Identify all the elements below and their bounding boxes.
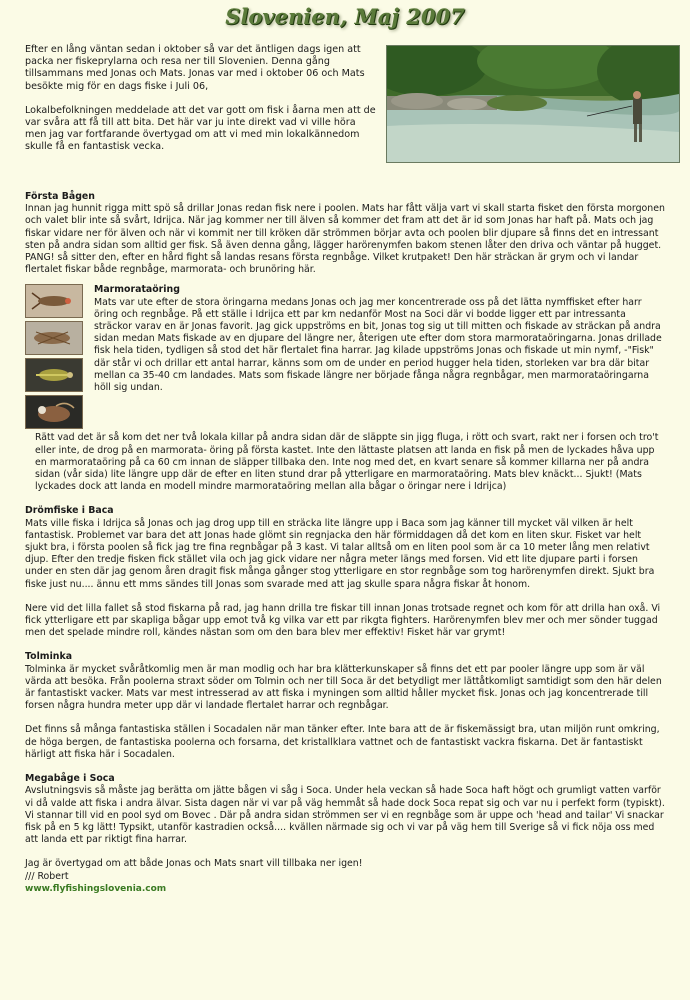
section-heading-tolminka: Tolminka bbox=[25, 651, 73, 663]
closing-text: Jag är övertygad om att både Jonas och Mats snart vill tillbaka ner igen! bbox=[25, 858, 363, 870]
fly-images bbox=[25, 284, 83, 432]
marmorata-text bbox=[94, 284, 664, 394]
section-text-forsta: Innan jag hunnit rigga mitt spö så drillar Jonas redan fisk nere i poolen. Mats har fått välja vart vi skall starta fisket den första morgonen och valet blir inte så svårt, Idrijca. När jag kommer ner till älven så kommer det fram att det är id som Jonas har haft på. Mats och jag fiskar vidare ner för älven och när vi kommit ner till kröken där strömmen börjar avta och poolen blir djupare så finns det en intressant sten på andra sidan som alltid ger fisk. Så även denna gång, lägger harörenymfen bakom stenen låter den driva och väntar på hugget. PANG! så sitter den, efter en hård fight så landas resans första regnbåge. Vilket krutpaket! Den här sträckan är grym och vi landar flertalet fiskar både regnbåge, marmorata- och brunöring här. bbox=[25, 203, 665, 276]
fly-image-3 bbox=[25, 358, 83, 392]
section-heading-marmo: Marmorataöring bbox=[94, 284, 180, 296]
section-text-baca: Mats ville fiska i Idrijca så Jonas och jag drog upp till en sträcka lite längre upp i Baca som jag känner till mycket väl vilken är helt fantastisk. Problemet var bara det att Jonas hade glömt sin regnjacka den här förmiddagen då det kom en liten skur. Fisket var helt sjukt bra, i första poolen så fick jag tre fina regnbågar på 3 kast. Vi talar alltså om en liten pool som är ca 10 meter lång men relativt djup. Efter den tredje fisken fick stället vila och jag gick vidare ner några meter längs med forsen. Vid ett lite djupare parti i forsen under en sten där jag genom åren dragit fisk många gånger stog ytterligare en stor regnbåge som tog harörenymfen direkt. Sjukt bra fiske just nu.... ännu ett mms sändes till Jonas som svarade med att jag skulle spara några fiskar åt honom. bbox=[25, 517, 655, 590]
section-text-tolminka: Tolminka är mycket svåråtkomlig men är man modlig och har bra klätterkunskaper så finns det ett par pooler längre upp som är väl värda att besöka. Från poolerna straxt söder om Tolmin och ner till Soca är det betydligt mer lättåtkomligt samtidigt som den här delen är fantastiskt vacker. Mats var mest intresserad av att fiska i myningen som alltid håller mycket fisk. Jonas och jag koncentrerade till forsen några hundra meter upp där vi landade flertalet harrar och regnbågar. bbox=[25, 663, 662, 712]
section-text-baca-2: Nere vid det lilla fallet så stod fiskarna på rad, jag hann drilla tre fiskar till innan Jonas trotsade regnet och kom för att drilla han oxå. Vi fick ytterligare ett par skapliga bågar upp emot två kg vilka var ett par rikgta fighters. Harörenymfen blev mer och mer sönder tuggad men det spelade mindre roll, kändes nästan som om den bara blev mer effektiv! Fisket här var grymt! bbox=[25, 602, 661, 639]
intro-paragraph-2: Lokalbefolkningen meddelade att det var gott om fisk i åarna men att de var svåra att få till att bita. Det här var ju inte direkt vad vi ville höra men jag var fortfarande övertygad om att vi med min lokalkännedom skulle få en fantastisk vecka. bbox=[25, 104, 376, 153]
marmorata-block bbox=[25, 284, 665, 430]
page-title: Slovenien, Maj 2007 bbox=[225, 4, 465, 29]
article-body bbox=[25, 191, 665, 895]
section-heading-forsta: Första Bågen bbox=[25, 191, 95, 202]
signature: /// Robert bbox=[25, 870, 69, 882]
section-text-tolminka-2: Det finns så många fantastiska ställen i Socadalen när man tänker efter. Inte bara att de är fiskemässigt bra, utan miljön runt omkring, de höga bergen, de fantastiska poolerna och forsarna, det kristallklara vattnet och de fantastiskt vackra fiskarna. Det är fantastiskt härligt att fiska här i Socadalen. bbox=[25, 724, 660, 760]
river-photo bbox=[386, 45, 680, 163]
section-heading-mega: Megabåge i Soca bbox=[25, 773, 115, 785]
fly-image-1 bbox=[25, 284, 83, 318]
intro-paragraph-1: Efter en lång väntan sedan i oktober så var det äntligen dags igen att packa ner fiskeprylarna och resa ner till Slovenien. Denna gång tillsammans med Jonas och Mats. Jonas var med i oktober 06 och Mats besökte mig för en dags fiske i Juli 06, bbox=[25, 44, 365, 92]
site-link[interactable]: www.flyfishingslovenia.com bbox=[25, 883, 167, 894]
intro-text bbox=[25, 44, 377, 166]
section-text-marmo: Mats var ute efter de stora öringarna medans Jonas och jag mer koncentrerade oss på det lätta nymffisket efter harr öring och regnbåge. På ett ställe i Idrijca ett par km nedanför Most na Soci där vi bodde ligger ett par intressanta sträckor varav en är Jonas favorit. Jag gick uppströms en bit, Jonas tog sig ut till mitten och fiskade av sträckan på andra sidan medan Mats fiskade av en djupare del längre ner, återigen ute efter dom stora marmorataöringarna. Jonas drillade fisk hela tiden, tydligen så stod det här flertalet fina harrar. Jag kilade uppströms Jonas och fiskade ut min nymf, -"Fisk" där står vi och drillar ett antal harrar, känns som om de under en period hugger hela tiden, storleken var bra där bitar mellan ca 35-40 cm landades. Mats som fiskade längre ner började fånga några regnbågar, men marmorataöringarna höll sig undan. bbox=[94, 296, 662, 394]
section-heading-baca: Drömfiske i Baca bbox=[25, 505, 114, 517]
section-text-mega: Avslutningsvis så måste jag berätta om jätte bågen vi såg i Soca. Under hela veckan så hade Soca haft högt och grumligt vatten varför vi då valde att fiska i andra älvar. Sista dagen när vi var på väg hemmåt så hade dock Soca repat sig och var nu i perfekt form (typiskt). Vi stannar till vid en pool syd om Bovec . Där på andra sidan strömmen ser vi en regnbåge som är uppe och 'head and tailar' Vi snackar fisk på en 5 kg lätt! Typsikt, utanför kastradien också.... kvällen närmade sig och vi var på väg hem till Sverige så vi fick nöja oss med att landa ett par riktigt fina harrar. bbox=[25, 785, 665, 846]
section-text-marmo-2: Rätt vad det är så kom det ner två lokala killar på andra sidan där de släppte sin jigg fluga, i rött och svart, rakt ner i forsen och tro't eller inte, de drog på en marmorata- öring på första kastet. Inte den lättaste platsen att landa en fisk på men de lyckades håva upp en marmorataöring på ca 60 cm innan de släpper tillbaka den. Inte nog med det, en kvart senare så kommer killarna ner på andra sidan (vår sida) lite längre upp där de efter en liten stund drar på ytterligare en marmorataöring. Mats blev knäckt... Sjukt! (Mats lyckades dock att landa en modell mindre marmorataöring mellan alla bågar o öringar nere i Idrijca) bbox=[35, 432, 659, 493]
fly-image-4 bbox=[25, 395, 83, 429]
fly-image-2 bbox=[25, 321, 83, 355]
